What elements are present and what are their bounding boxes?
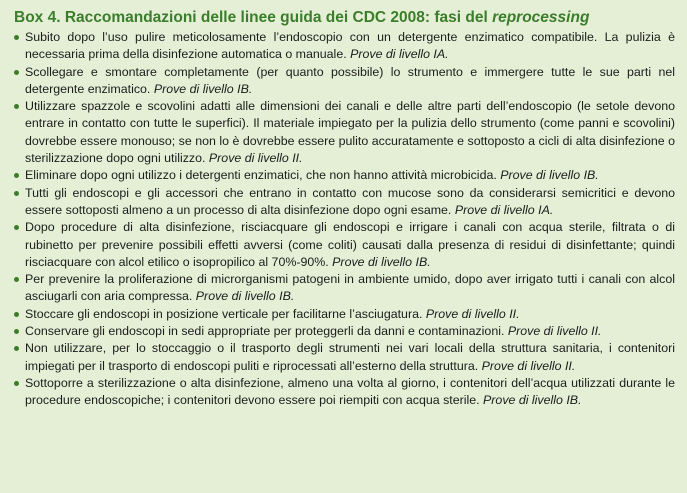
evidence-level: Prove di livello IB. [195,289,295,304]
bullet-icon [14,104,19,109]
bullet-icon [14,173,19,178]
list-item [14,306,675,323]
evidence-level: Prove di livello II. [425,306,520,321]
list-item [14,185,675,220]
evidence-level: Prove di livello IB. [332,254,431,269]
item-text: Eliminare dopo ogni utilizzo i detergenti enzimatici, che non hanno attività microbicida. [25,168,501,183]
item-text: Stoccare gli endoscopi in posizione verticale per facilitarne l’asciugatura. [25,306,426,321]
item-text: Dopo procedure di alta disinfezione, risciacquare gli endoscopi e irrigare i canali con acqua sterile, filtrata o di rubinetto per prevenire possibili effetti avversi (come coliti) causati dalla presenza di residui di disinfettante; quindi risciacquare con alcol etilico o isopropilico al 70%-90%. [25,220,675,269]
box-title [14,8,675,28]
bullet-icon [14,225,19,230]
item-text: Per prevenire la proliferazione di microrganismi patogeni in ambiente umido, dopo aver irrigato tutti i canali con alcol asciugarli con aria compressa. [25,272,675,304]
evidence-level: Prove di livello II. [208,151,303,166]
evidence-level: Prove di livello IB. [483,393,582,408]
list-item [14,271,675,306]
bullet-icon [14,312,19,317]
item-text: Utilizzare spazzole e scovolini adatti alle dimensioni dei canali e delle altre parti dell’endoscopio (le setole devono entrare in contatto con tutte le superfici). Il materiale impiegato per la pulizia dello strumento (come panni e scovolini) dovrebbe essere monouso; se non lo è dovrebbe essere pulito accuratamente e sottoposto a cicli di alta disinfezione o sterilizzazione dopo ogni utilizzo. [25,99,675,166]
bullet-icon [14,329,19,334]
item-text: Subito dopo l’uso pulire meticolosamente l’endoscopio con un detergente enzimatico compatibile. La pulizia è necessaria prima della disinfezione automatica o manuale. [25,30,675,62]
list-item [14,64,675,99]
list-item [14,98,675,167]
evidence-level: Prove di livello II. [507,324,602,339]
item-text: Tutti gli endoscopi e gli accessori che entrano in contatto con mucose sono da considerarsi semicritici e devono essere sottoposti almeno a un processo di alta disinfezione dopo ogni esame. [25,185,675,217]
bullet-icon [14,191,19,196]
bullet-icon [14,346,19,351]
list-item [14,323,675,340]
item-text: Non utilizzare, per lo stoccaggio o il trasporto degli strumenti nei vari locali della struttura sanitaria, i contenitori impiegati per il trasporto di endoscopi puliti e riprocessati all’esterno della struttura. [25,341,675,373]
bullet-icon [14,381,19,386]
list-item [14,340,675,375]
bullet-icon [14,35,19,40]
evidence-level: Prove di livello IB. [153,81,253,96]
box-title-prefix: Box 4. Raccomandazioni delle linee guida dei CDC 2008: fasi del [14,9,493,26]
list-item [14,167,675,184]
list-item [14,219,675,271]
item-text: Scollegare e smontare completamente (per quanto possibile) lo strumento e immergere tutte le sue parti nel detergente enzimatico. [25,64,675,96]
evidence-level: Prove di livello II. [481,358,576,373]
item-text: Conservare gli endoscopi in sedi appropriate per proteggerli da danni e contaminazioni. [25,324,508,339]
list-item [14,29,675,64]
bullet-icon [14,277,19,282]
list-item [14,375,675,410]
evidence-level: Prove di livello IA. [350,47,449,62]
evidence-level: Prove di livello IB. [500,168,599,183]
recommendation-list [14,29,675,410]
box-title-emphasis: reprocessing [492,9,590,26]
evidence-level: Prove di livello IA. [454,202,554,217]
bullet-icon [14,70,19,75]
item-text: Sottoporre a sterilizzazione o alta disinfezione, almeno una volta al giorno, i contenitori dell’acqua utilizzati durante le procedure endoscopiche; i contenitori devono essere poi riempiti con acqua sterile. [25,375,675,408]
